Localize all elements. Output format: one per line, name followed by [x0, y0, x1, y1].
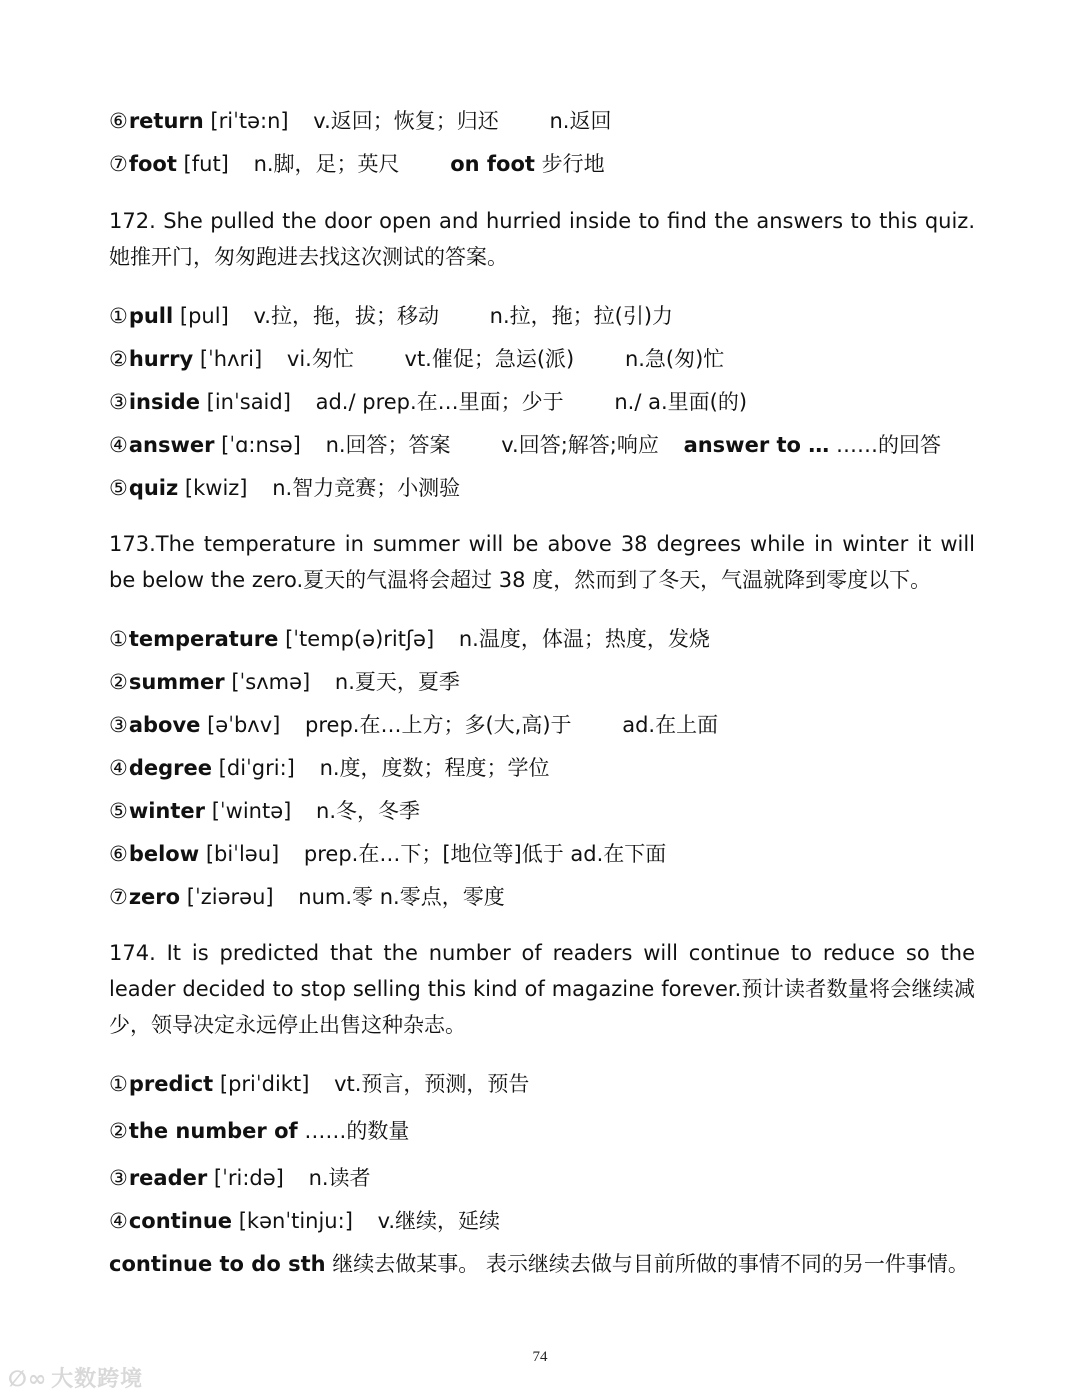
example-sentence: 174. It is predicted that the number of readers will continue to reduce so the leader decided to stop selling this kind of magazine forever.预计读者数量将会继续减少，领导决定永远停止出售这种杂志。	[109, 941, 975, 1037]
vocab-word: degree	[128, 756, 212, 780]
definition: n.智力竞赛；小测验	[272, 476, 461, 500]
definition: prep.在…上方；多(大,高)于	[305, 713, 572, 737]
definition: n.急(匆)忙	[624, 347, 725, 371]
vocab-word: below	[128, 842, 200, 866]
item-number: ⑥	[109, 842, 128, 866]
item-number: ④	[109, 756, 128, 780]
item-number: ⑦	[109, 152, 128, 176]
item-number: ①	[109, 627, 128, 651]
definition: n.零点，零度	[379, 885, 505, 909]
vocab-word: pull	[128, 304, 174, 328]
vocab-word: return	[128, 109, 204, 133]
vocab-item	[109, 1207, 500, 1235]
watermark-text: 大数跨境	[51, 1367, 144, 1392]
usage-note	[109, 1250, 969, 1278]
vocab-item	[109, 883, 505, 911]
phonetic: [ˈɑ:nsə]	[221, 433, 301, 457]
phonetic: [əˈbʌv]	[207, 713, 281, 737]
vocab-item	[109, 668, 460, 696]
item-number: ⑦	[109, 885, 128, 909]
vocab-item	[109, 474, 460, 502]
phonetic: [ˈziərəu]	[186, 885, 274, 909]
item-number: ④	[109, 1209, 128, 1233]
definition: n.读者	[308, 1166, 371, 1190]
phonetic: [priˈdikt]	[219, 1072, 310, 1096]
definition: num.零	[298, 885, 374, 909]
vocab-word: inside	[128, 390, 200, 414]
definition: ad.在上面	[622, 713, 719, 737]
vocab-word: quiz	[128, 476, 179, 500]
vocab-item	[109, 388, 747, 416]
vocab-word: answer	[128, 433, 215, 457]
definition: vi.匆忙	[286, 347, 354, 371]
definition: n.度，度数；程度；学位	[319, 756, 550, 780]
item-number: ⑤	[109, 476, 128, 500]
definition: ad.在下面	[570, 842, 667, 866]
vocab-word: above	[128, 713, 201, 737]
definition: v.回答;解答;响应	[501, 433, 659, 457]
item-number: ①	[109, 1072, 128, 1096]
vocab-word: hurry	[128, 347, 194, 371]
watermark	[8, 1362, 143, 1393]
definition: n.脚，足；英尺	[253, 152, 400, 176]
phonetic: [ˈhʌri]	[199, 347, 263, 371]
vocab-item	[109, 711, 718, 739]
phonetic: [kənˈtinju:]	[238, 1209, 353, 1233]
example-sentence: 172. She pulled the door open and hurried inside to find the answers to this quiz.她推开门，匆匆跑进去找这次测试的答案。	[109, 209, 975, 269]
phrase: on foot	[450, 152, 535, 176]
phonetic: [ˈri:də]	[213, 1166, 284, 1190]
item-number: ⑥	[109, 109, 128, 133]
definition: v.返回；恢复；归还	[313, 109, 499, 133]
definition: prep.在…下；[地位等]低于	[303, 842, 564, 866]
phrase: answer to …	[683, 433, 830, 457]
definition: 步行地	[541, 152, 605, 176]
definition: n.拉，拖；拉(引)力	[489, 304, 674, 328]
vocab-item	[109, 1070, 529, 1098]
phonetic: [ˈtemp(ə)ritʃə]	[285, 627, 435, 651]
vocab-item	[109, 107, 611, 135]
vocab-word: predict	[128, 1072, 214, 1096]
vocab-word: zero	[128, 885, 181, 909]
vocab-word: foot	[128, 152, 177, 176]
vocab-word: temperature	[128, 627, 279, 651]
phonetic: [biˈləu]	[205, 842, 280, 866]
item-number: ④	[109, 433, 128, 457]
definition: n.冬，冬季	[316, 799, 421, 823]
definition: n.夏天，夏季	[334, 670, 460, 694]
definition: ……的数量	[304, 1119, 410, 1143]
definition: vt.催促；急运(派)	[404, 347, 575, 371]
page-number: 74	[532, 1349, 548, 1365]
definition: n./ a.里面(的)	[614, 390, 748, 414]
phonetic: [inˈsaid]	[206, 390, 291, 414]
phonetic: [fut]	[183, 152, 229, 176]
phonetic: [riˈtə:n]	[210, 109, 289, 133]
definition: n.返回	[549, 109, 612, 133]
vocab-word: reader	[128, 1166, 208, 1190]
vocab-item	[109, 1164, 371, 1192]
definition: v.拉，拖，拔；移动	[253, 304, 439, 328]
item-number: ②	[109, 1119, 128, 1143]
definition: v.继续，延续	[377, 1209, 501, 1233]
vocab-item	[109, 797, 420, 825]
example-sentence: 173.The temperature in summer will be above 38 degrees while in winter it will be below the zero.夏天的气温将会超过 38 度，然而到了冬天，气温就降到零度以下。	[109, 532, 975, 592]
vocab-item	[109, 150, 605, 178]
vocab-word: the number of	[128, 1119, 298, 1143]
item-number: ③	[109, 713, 128, 737]
definition: n.回答；答案	[325, 433, 451, 457]
vocab-item	[109, 840, 666, 868]
vocab-item	[109, 754, 550, 782]
item-number: ⑤	[109, 799, 128, 823]
phonetic: [pul]	[179, 304, 229, 328]
item-number: ③	[109, 390, 128, 414]
vocab-item	[109, 625, 710, 653]
phonetic: [ˈsʌmə]	[231, 670, 311, 694]
vocab-item	[109, 1117, 409, 1145]
vocab-word: summer	[128, 670, 225, 694]
item-number: ②	[109, 670, 128, 694]
definition: n.温度，体温；热度，发烧	[458, 627, 710, 651]
item-number: ②	[109, 347, 128, 371]
definition: ad./ prep.在…里面；少于	[315, 390, 564, 414]
phrase: continue to do sth	[109, 1252, 326, 1276]
vocab-item	[109, 345, 724, 373]
definition: ……的回答	[835, 433, 941, 457]
watermark-logo-icon: ∅∞	[8, 1367, 48, 1392]
phonetic: [diˈgri:]	[218, 756, 295, 780]
item-number: ①	[109, 304, 128, 328]
definition: vt.预言，预测，预告	[334, 1072, 530, 1096]
vocab-word: winter	[128, 799, 206, 823]
vocab-word: continue	[128, 1209, 233, 1233]
phonetic: [kwiz]	[184, 476, 248, 500]
phonetic: [ˈwintə]	[211, 799, 292, 823]
vocab-item	[109, 431, 941, 459]
item-number: ③	[109, 1166, 128, 1190]
note-text: 继续去做某事。 表示继续去做与目前所做的事情不同的另一件事情。	[332, 1252, 969, 1276]
vocab-item	[109, 302, 673, 330]
